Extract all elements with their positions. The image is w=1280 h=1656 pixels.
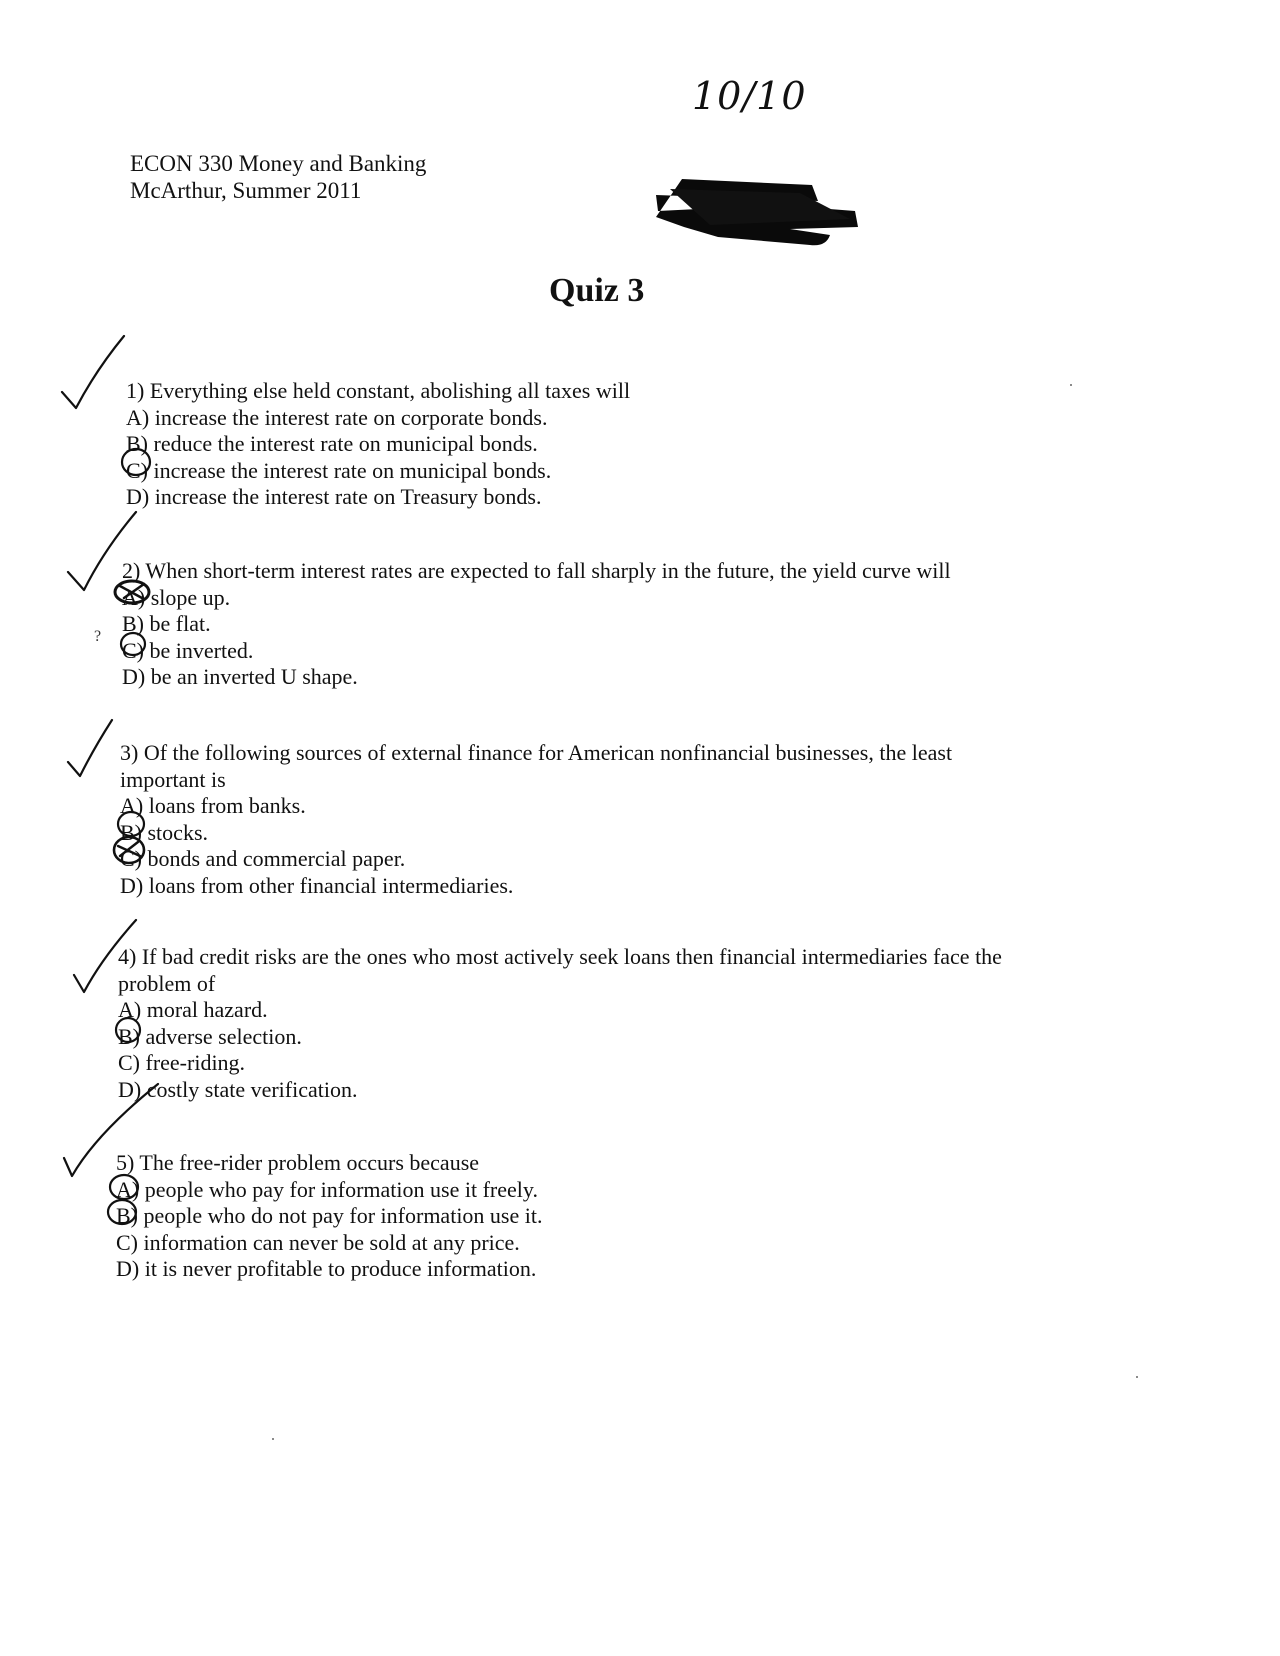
question-stem: 5) The free-rider problem occurs because [116, 1150, 480, 1175]
option-c: C) information can never be sold at any price. [116, 1229, 520, 1255]
scan-speck [272, 1438, 274, 1440]
circle-icon [118, 812, 144, 836]
circle-icon [108, 1200, 136, 1224]
option-b: B) people who do not pay for information use it. [116, 1203, 543, 1228]
circle-icon [122, 449, 150, 475]
check-icon [68, 720, 112, 776]
option-a: A) loans from banks. [120, 793, 306, 818]
circle-icon [110, 1175, 138, 1199]
circle-icon [121, 633, 145, 655]
check-icon [68, 512, 136, 590]
instructor-term: McArthur, Summer 2011 [130, 178, 362, 203]
option-d: D) costly state verification. [118, 1076, 358, 1102]
option-a: A) increase the interest rate on corporate bonds. [126, 404, 548, 430]
margin-question-mark: ? [94, 628, 102, 645]
option-d: D) be an inverted U shape. [122, 664, 358, 689]
check-icon [62, 336, 124, 408]
option-d: D) increase the interest rate on Treasury bonds. [126, 484, 542, 509]
option-b: B) reduce the interest rate on municipal bonds. [126, 431, 538, 456]
option-b: B) be flat. [122, 611, 211, 636]
question-stem: 4) If bad credit risks are the ones who most actively seek loans then financial intermediaries face the problem of [118, 944, 1002, 996]
course-title: ECON 330 Money and Banking [130, 151, 427, 176]
check-icon [64, 1084, 158, 1176]
option-a: A) people who pay for information use it freely. [116, 1176, 538, 1202]
page-title: Quiz 3 [549, 272, 645, 309]
check-icon [74, 920, 136, 992]
option-c: C) increase the interest rate on municipal bonds. [126, 457, 552, 483]
scribble-icon [120, 584, 144, 598]
option-c: C) bonds and commercial paper. [120, 846, 406, 871]
question-stem: 2) When short-term interest rates are expected to fall sharply in the future, the yield curve will [122, 558, 951, 583]
question-stem: 1) Everything else held constant, abolishing all taxes will [126, 378, 631, 403]
option-b: B) stocks. [120, 819, 208, 845]
question-stem: 3) Of the following sources of external finance for American nonfinancial businesses, the least important is [120, 740, 953, 792]
score-mark: 10/10 [692, 74, 807, 118]
option-c: C) be inverted. [122, 637, 254, 663]
option-d: D) loans from other financial intermediaries. [120, 872, 514, 898]
option-b: B) adverse selection. [118, 1023, 302, 1049]
option-d: D) it is never profitable to produce information. [116, 1256, 537, 1281]
circle-icon [116, 1018, 140, 1042]
scan-speck [1070, 384, 1072, 386]
option-c: C) free-riding. [118, 1050, 246, 1075]
scribble-icon [118, 842, 140, 856]
option-a: A) slope up. [122, 584, 231, 610]
option-a: A) moral hazard. [118, 997, 268, 1022]
scan-speck [1136, 1376, 1138, 1378]
